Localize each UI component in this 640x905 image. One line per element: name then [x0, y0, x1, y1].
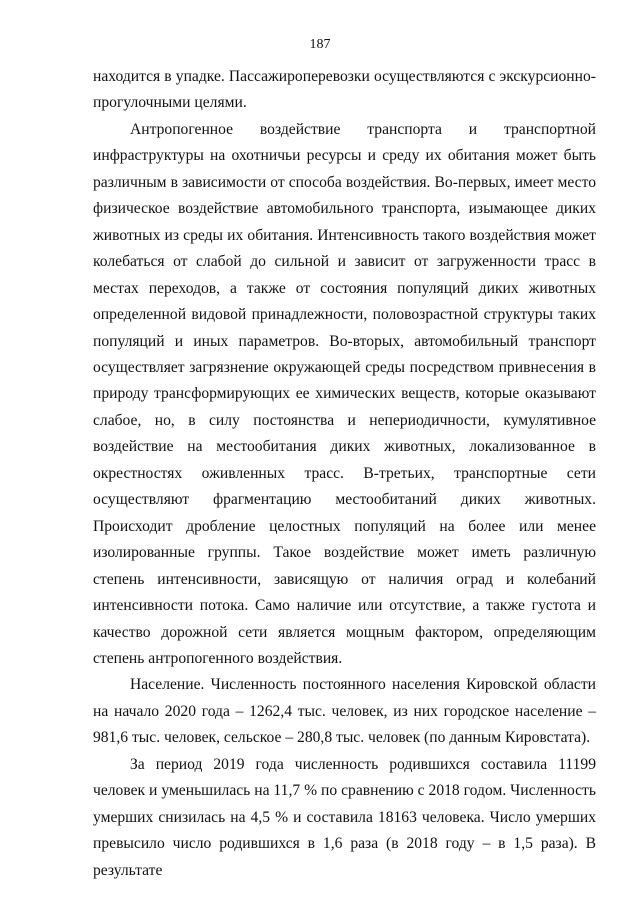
paragraph-births-deaths: За период 2019 года численность родившихся составила 11199 человек и уменьшилась на 11,7 % по сравнению с 2018 годом. Численность умерших снизилась на 4,5 % и составила 18163 человека. Число умерших превысило число родившихся в 1,6 раза (в 2018 году – в 1,5 раза). В результате: [93, 755, 596, 879]
page-number: 187: [309, 37, 331, 52]
paragraph-transport-impact: Антропогенное воздействие транспорта и транспортной инфраструктуры на охотничьи ресурсы и среду их обитания может быть различным в зависимости от способа воздействия. Во-первых, имеет место физическое воздействие автомобильного транспорта, изымающее диких животных из среды их обитания. Интенсивность такого воздействия может колебаться от слабой до сильной и зависит от загруженности трасс в местах переходов, а также от состояния популяций диких животных определенной видовой принадлежности, половозрастной структуры таких популяций и иных параметров. Во-вторых, автомобильный транспорт осуществляет загрязнение окружающей среды посредством привнесения в природу трансформирующих ее химических веществ, которые оказывают слабое, но, в силу постоянства и непериодичности, кумулятивное воздействие на местообитания диких животных, локализованное в окрестностях оживленных трасс. В-третьих, транспортные сети осуществляют фрагментацию местообитаний диких животных. Происходит дробление целостных популяций на более или менее изолированные группы. Такое воздействие может иметь различную степень интенсивности, зависящую от наличия оград и колебаний интенсивности потока. Само наличие или отсутствие, а также густота и качество дорожной сети является мощным фактором, определяющим степень антропогенного воздействия.: [93, 120, 596, 667]
paragraph-continuation: находится в упадке. Пассажироперевозки осуществляются с экскурсионно-прогулочными целями.: [93, 68, 596, 112]
page-body: [93, 64, 596, 884]
paragraph-population: Население. Численность постоянного населения Кировской области на начало 2020 года – 1262,4 тыс. человек, из них городское население – 981,6 тыс. человек, сельское – 280,8 тыс. человек (по данным Кировстата).: [93, 676, 596, 747]
